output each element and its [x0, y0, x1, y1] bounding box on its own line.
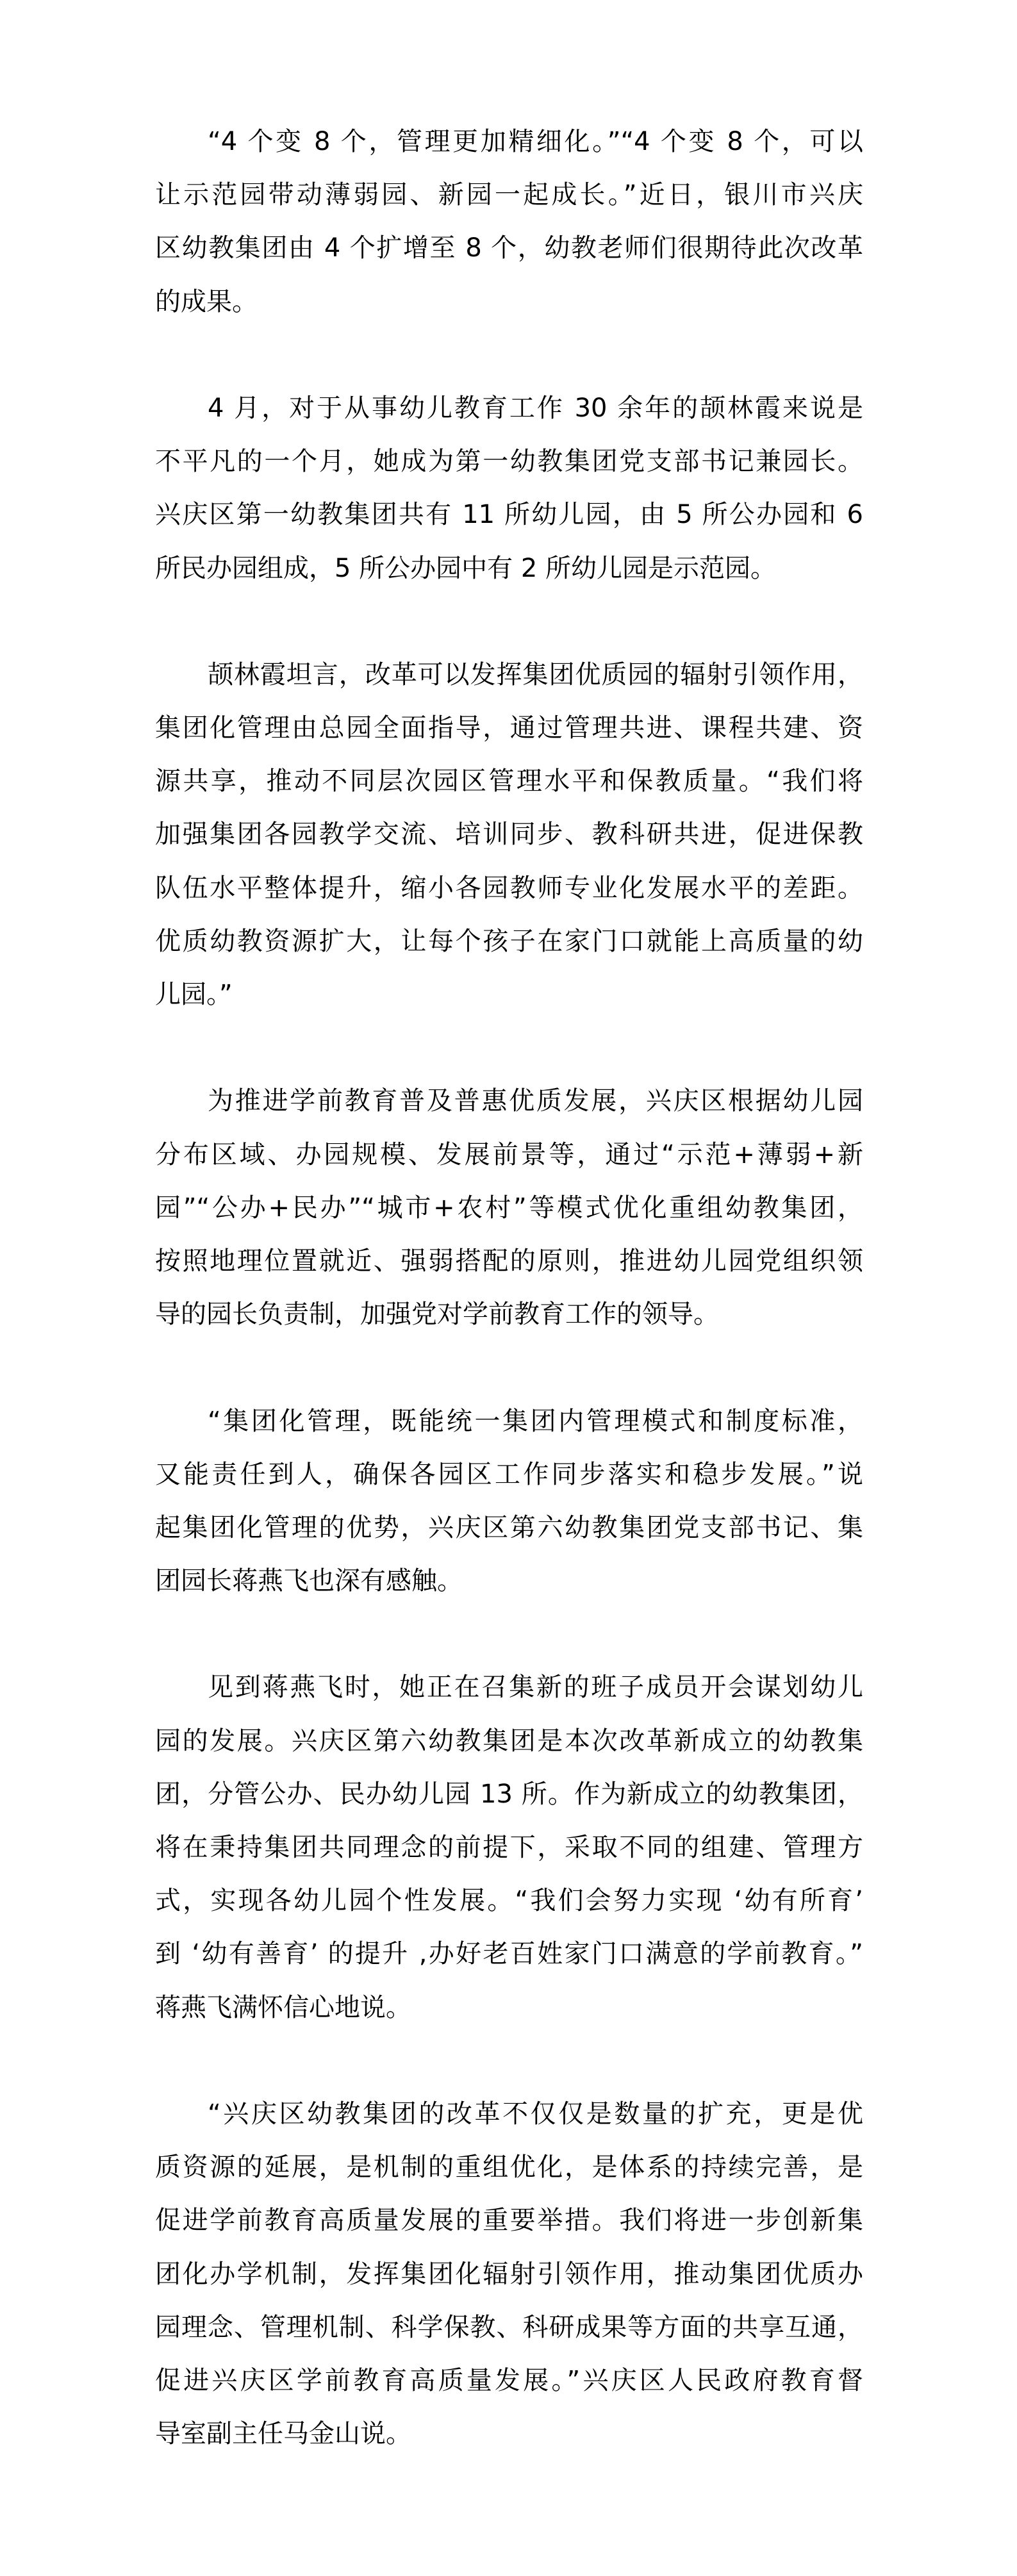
- text-line: 到 ‘幼有善育’ 的提升 ,办好老百姓家门口满意的学前教育。”: [155, 1939, 863, 1969]
- text-line: “集团化管理，既能统一集团内管理模式和制度标准，: [208, 1406, 863, 1436]
- text-line: 4 月，对于从事幼儿教育工作 30 余年的颉林霞来说是: [208, 393, 863, 423]
- text-line: 将在秉持集团共同理念的前提下，采取不同的组建、管理方: [155, 1833, 863, 1862]
- text-line: 按照地理位置就近、强弱搭配的原则，推进幼儿园党组织领: [155, 1246, 863, 1276]
- text-line: 导的园长负责制，加强党对学前教育工作的领导。: [155, 1300, 719, 1330]
- text-line: “4 个变 8 个，管理更加精细化。”“4 个变 8 个，可以: [208, 127, 863, 156]
- paragraph-5: [155, 1395, 863, 1608]
- text-line: 分布区域、办园规模、发展前景等，通过“示范+薄弱+新: [155, 1139, 863, 1169]
- text-line: 起集团化管理的优势，兴庆区第六幼教集团党支部书记、集: [155, 1512, 863, 1542]
- text-line: 儿园。”: [155, 980, 233, 1009]
- text-line: 让示范园带动薄弱园、新园一起成长。”近日，银川市兴庆: [155, 180, 863, 210]
- paragraph-3: [155, 648, 863, 1021]
- paragraph-4: [155, 1075, 863, 1341]
- text-line: 质资源的延展，是机制的重组优化，是体系的持续完善，是: [155, 2152, 863, 2183]
- text-line: 团园长蒋燕飞也深有感触。: [155, 1566, 463, 1596]
- text-line: 加强集团各园教学交流、培训同步、教科研共进，促进保教: [155, 820, 863, 850]
- text-line: 促进兴庆区学前教育高质量发展。”兴庆区人民政府教育督: [155, 2365, 863, 2395]
- text-line: 不平凡的一个月，她成为第一幼教集团党支部书记兼园长。: [155, 447, 863, 477]
- text-line: 园理念、管理机制、科学保教、科研成果等方面的共享互通，: [155, 2312, 863, 2342]
- paragraph-7: [155, 2088, 863, 2461]
- text-line: 促进学前教育高质量发展的重要举措。我们将进一步创新集: [155, 2206, 863, 2236]
- text-line: 园”“公办+民办”“城市+农村”等模式优化重组幼教集团，: [155, 1193, 863, 1223]
- text-line: 导室副主任马金山说。: [155, 2419, 411, 2449]
- text-line: 颉林霞坦言，改革可以发挥集团优质园的辐射引领作用，: [208, 659, 863, 689]
- text-line: 式，实现各幼儿园个性发展。“我们会努力实现 ‘幼有所育’: [155, 1886, 863, 1916]
- text-line: 兴庆区第一幼教集团共有 11 所幼儿园，由 5 所公办园和 6: [155, 500, 863, 530]
- text-line: 优质幼教资源扩大，让每个孩子在家门口就能上高质量的幼: [155, 926, 863, 956]
- text-line: 团化办学机制，发挥集团化辐射引领作用，推动集团优质办: [155, 2259, 863, 2289]
- text-line: 区幼教集团由 4 个扩增至 8 个，幼教老师们很期待此次改革: [155, 233, 863, 263]
- paragraph-2: [155, 382, 863, 595]
- text-line: 为推进学前教育普及普惠优质发展，兴庆区根据幼儿园: [208, 1086, 863, 1116]
- text-line: 园的发展。兴庆区第六幼教集团是本次改革新成立的幼教集: [155, 1726, 863, 1756]
- paragraph-1: [155, 115, 863, 329]
- article-body: [155, 115, 863, 2514]
- text-line: 队伍水平整体提升，缩小各园教师专业化发展水平的差距。: [155, 873, 863, 903]
- text-line: 蒋燕飞满怀信心地说。: [155, 1992, 411, 2022]
- paragraph-6: [155, 1661, 863, 2034]
- text-line: 集团化管理由总园全面指导，通过管理共进、课程共建、资: [155, 713, 863, 743]
- text-line: 团，分管公办、民办幼儿园 13 所。作为新成立的幼教集团，: [155, 1779, 863, 1809]
- text-line: 源共享，推动不同层次园区管理水平和保教质量。“我们将: [155, 766, 863, 797]
- text-line: 所民办园组成，5 所公办园中有 2 所幼儿园是示范园。: [155, 553, 777, 583]
- text-line: 见到蒋燕飞时，她正在召集新的班子成员开会谋划幼儿: [208, 1672, 863, 1703]
- text-line: “兴庆区幼教集团的改革不仅仅是数量的扩充，更是优: [208, 2099, 863, 2129]
- text-line: 又能责任到人，确保各园区工作同步落实和稳步发展。”说: [155, 1459, 863, 1489]
- text-line: 的成果。: [155, 286, 258, 317]
